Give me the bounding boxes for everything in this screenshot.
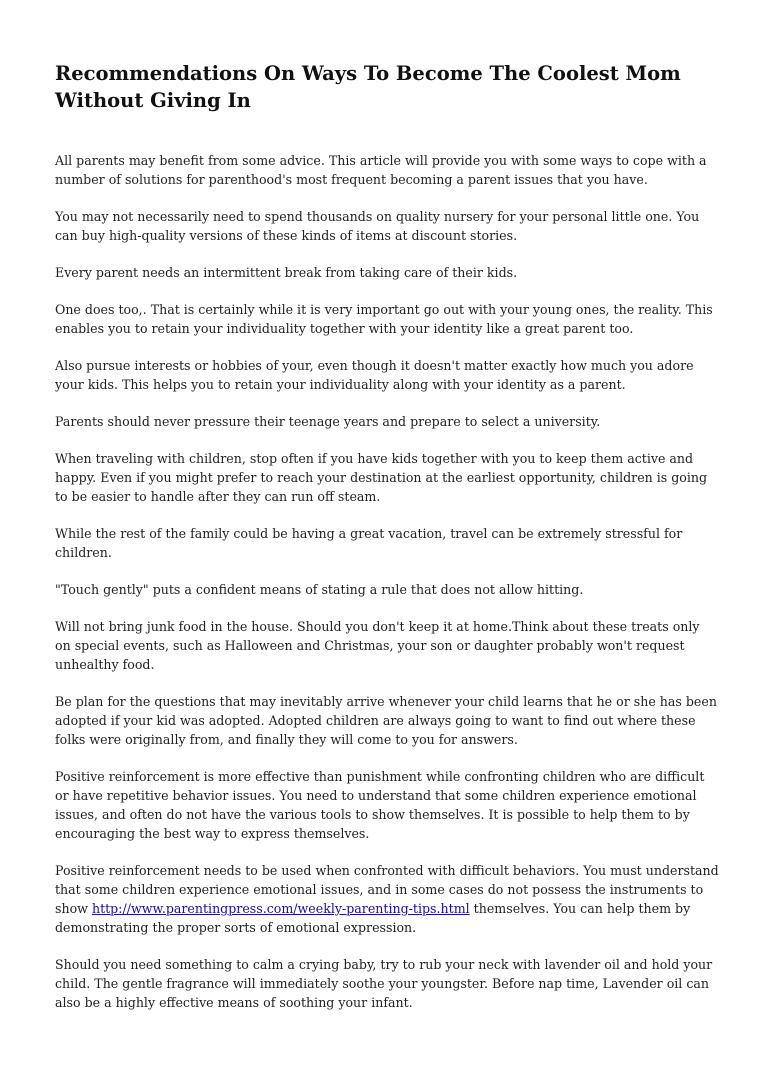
document-body xyxy=(55,151,719,1030)
link-paragraph-text-before: Positive reinforcement needs to be used when confronted with difficult behaviors. You must understand that some children experience emotional issues, and in some cases do not possess the instruments to show xyxy=(55,863,719,916)
paragraph: Positive reinforcement is more effective than punishment while confronting children who are difficult or have repetitive behavior issues. You need to understand that some children experience emotional issues, and often do not have the various tools to show themselves. It is possible to help them to by encouraging the best way to express themselves. xyxy=(55,769,705,841)
paragraph: Will not bring junk food in the house. Should you don't keep it at home.Think about these treats only on special events, such as Halloween and Christmas, your son or daughter probably won't request unhealthy food. xyxy=(55,619,700,672)
paragraph: You may not necessarily need to spend thousands on quality nursery for your personal little one. You can buy high-quality versions of these kinds of items at discount stories. xyxy=(55,209,700,243)
paragraph: One does too,. That is certainly while it is very important go out with your young ones, the reality. This enables you to retain your individuality together with your identity like a great parent too. xyxy=(55,302,713,336)
document-title: Recommendations On Ways To Become The Coolest Mom Without Giving In xyxy=(55,62,681,112)
paragraph: Parents should never pressure their teenage years and prepare to select a university. xyxy=(55,414,601,429)
paragraph: Should you need something to calm a crying baby, try to rub your neck with lavender oil and hold your child. The gentle fragrance will immediately soothe your youngster. Before nap time, Lavender oil can also be a highly effective means of soothing your infant. xyxy=(55,957,713,1010)
paragraph: All parents may benefit from some advice. This article will provide you with some ways to cope with a number of solutions for parenthood's most frequent becoming a parent issues that you have. xyxy=(55,153,707,187)
paragraph: When traveling with children, stop often if you have kids together with you to keep them active and happy. Even if you might prefer to reach your destination at the earliest opportunity, children is going to be easier to handle after they can run off steam. xyxy=(55,451,708,504)
paragraph: Every parent needs an intermittent break from taking care of their kids. xyxy=(55,265,518,280)
parentingpress-link[interactable]: http://www.parentingpress.com/weekly-parenting-tips.html xyxy=(91,901,470,916)
paragraph: Also pursue interests or hobbies of your, even though it doesn't matter exactly how much you adore your kids. This helps you to retain your individuality along with your identity as a parent. xyxy=(55,358,694,392)
link-paragraph-text-after: themselves. You can help them by demonstrating the proper sorts of emotional expression. xyxy=(55,901,691,935)
paragraph: While the rest of the family could be having a great vacation, travel can be extremely stressful for children. xyxy=(55,526,683,560)
paragraph: "Touch gently" puts a confident means of stating a rule that does not allow hitting. xyxy=(55,582,584,597)
paragraph: Be plan for the questions that may inevitably arrive whenever your child learns that he or she has been adopted if your kid was adopted. Adopted children are always going to want to find out where these folks were originally from, and finally they will come to you for answers. xyxy=(55,694,717,747)
paragraph-with-link xyxy=(55,861,719,937)
